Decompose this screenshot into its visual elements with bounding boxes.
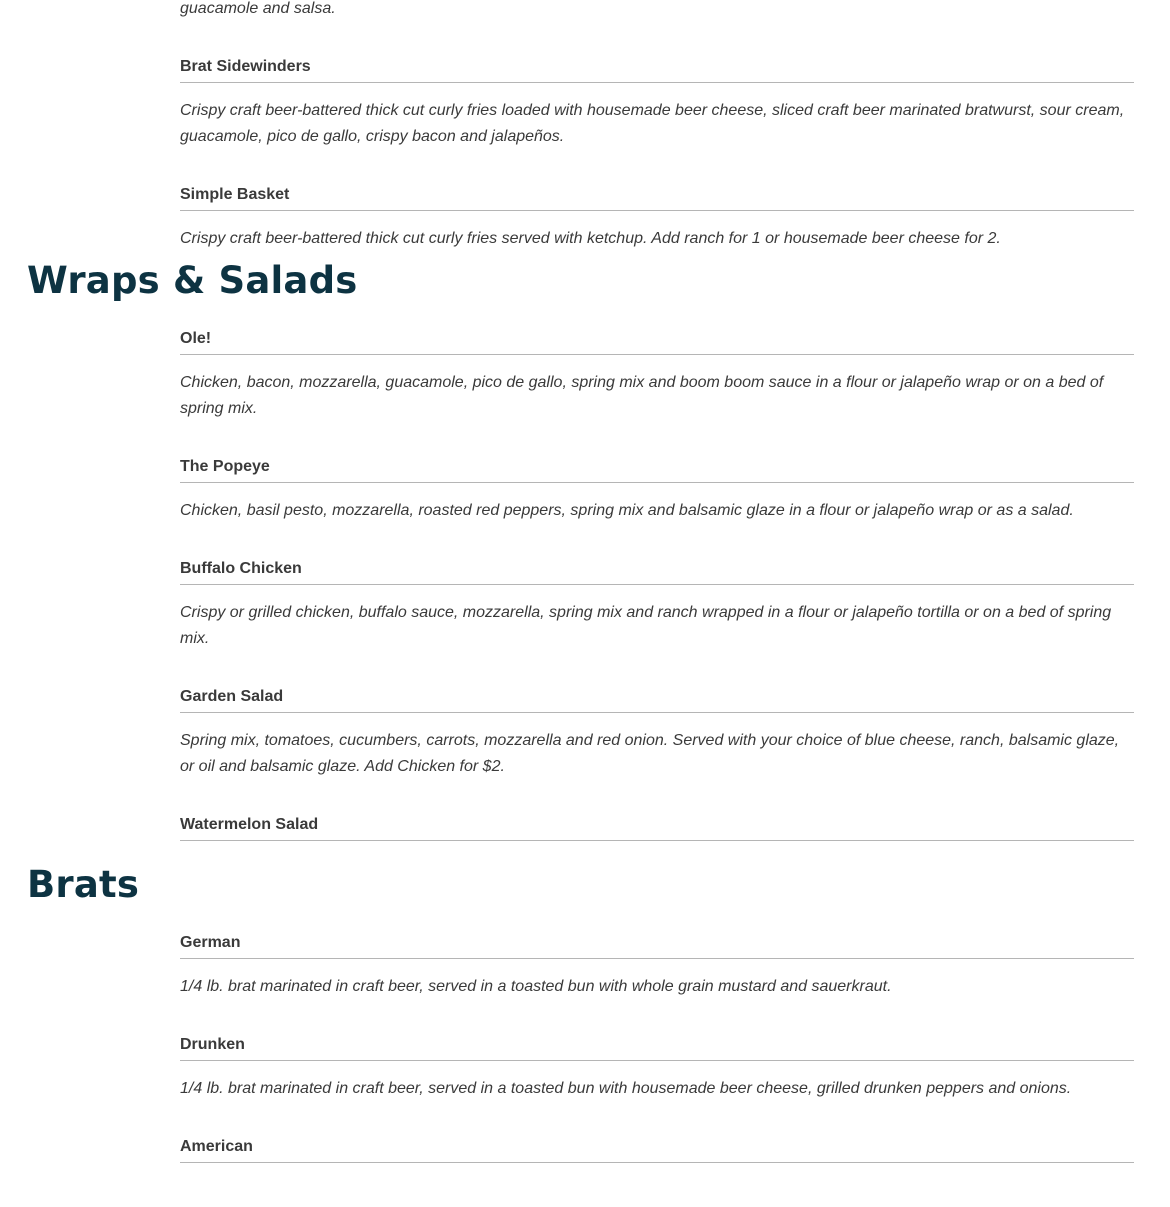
menu-item-name: American [180, 1138, 1134, 1163]
menu-item-name: The Popeye [180, 458, 1134, 483]
menu-item [180, 560, 1134, 652]
section-heading-wraps-salads: Wraps & Salads [27, 259, 358, 302]
menu-item-description: Crispy craft beer-battered thick cut curly fries served with ketchup. Add ranch for 1 or housemade beer cheese for 2. [180, 230, 1001, 247]
menu-item-name: Garden Salad [180, 688, 1134, 713]
menu-item-description: Chicken, bacon, mozzarella, guacamole, pico de gallo, spring mix and boom boom sauce in a flour or jalapeño wrap or on a bed of spring mix. [180, 374, 1104, 417]
menu-item [180, 1036, 1134, 1102]
menu-item-description: Spring mix, tomatoes, cucumbers, carrots, mozzarella and red onion. Served with your choice of blue cheese, ranch, balsamic glaze, or oil and balsamic glaze. Add Chicken for $2. [180, 732, 1120, 775]
menu-item [180, 186, 1134, 252]
menu-item-name: Brat Sidewinders [180, 58, 1134, 83]
menu-items-fries [180, 0, 1134, 252]
menu-item-name: Watermelon Salad [180, 816, 1134, 841]
menu-item-description: Crispy craft beer-battered thick cut curly fries loaded with housemade beer cheese, sliced craft beer marinated bratwurst, sour cream, guacamole, pico de gallo, crispy bacon and jalapeños. [180, 102, 1125, 145]
menu-item-description: 1/4 lb. brat marinated in craft beer, served in a toasted bun with whole grain mustard and sauerkraut. [180, 978, 892, 995]
menu-item-name: Drunken [180, 1036, 1134, 1061]
menu-item [180, 816, 1134, 841]
menu-item [180, 688, 1134, 780]
menu-item [180, 1138, 1134, 1163]
menu-item-name: Ole! [180, 330, 1134, 355]
menu-item [180, 330, 1134, 422]
menu-items-wraps-salads [180, 330, 1134, 841]
menu-item-name: German [180, 934, 1134, 959]
menu-items-brats [180, 934, 1134, 1163]
menu-item [180, 458, 1134, 524]
menu-item-description: Crispy or grilled chicken, buffalo sauce, mozzarella, spring mix and ranch wrapped in a flour or jalapeño tortilla or on a bed of spring mix. [180, 604, 1112, 647]
menu-item-description: Chicken, basil pesto, mozzarella, roasted red peppers, spring mix and balsamic glaze in a flour or jalapeño wrap or as a salad. [180, 502, 1074, 519]
menu-item-name: Buffalo Chicken [180, 560, 1134, 585]
section-heading-brats: Brats [27, 863, 140, 906]
menu-item-description: 1/4 lb. brat marinated in craft beer, served in a toasted bun with housemade beer cheese, grilled drunken peppers and onions. [180, 1080, 1072, 1097]
menu-item [180, 58, 1134, 150]
menu-item-description: guacamole and salsa. [180, 0, 336, 17]
menu-item [180, 934, 1134, 1000]
menu-item-name: Simple Basket [180, 186, 1134, 211]
